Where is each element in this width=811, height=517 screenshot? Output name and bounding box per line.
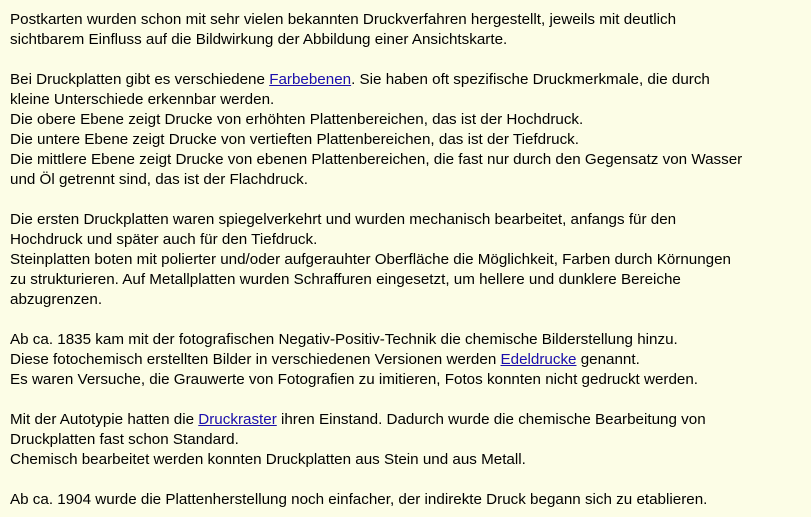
text-fragment: Bei Druckplatten gibt es verschiedene [10, 71, 270, 88]
text-fragment: ihren Einstand. Dadurch wurde die chemische Bearbeitung von [276, 411, 706, 428]
text-line: sichtbarem Einfluss auf die Bildwirkung der Abbildung einer Ansichtskarte. [10, 31, 508, 48]
paragraph-fotografie [10, 330, 801, 390]
link-druckraster[interactable]: Druckraster [198, 411, 277, 428]
text-line: und Öl getrennt sind, das ist der Flachdruck. [10, 171, 308, 188]
text-fragment: . Sie haben oft spezifische Druckmerkmale, die durch [351, 71, 710, 88]
text-line [10, 350, 801, 370]
text-line: Die obere Ebene zeigt Drucke von erhöhten Plattenbereichen, das ist der Hochdruck. [10, 111, 584, 128]
paragraph-autotypie [10, 410, 801, 470]
text-line: zu strukturieren. Auf Metallplatten wurden Schraffuren eingesetzt, um hellere und dunklere Bereiche [10, 271, 681, 288]
text-line: Die ersten Druckplatten waren spiegelverkehrt und wurden mechanisch bearbeitet, anfangs für den [10, 211, 677, 228]
text-line: Es waren Versuche, die Grauwerte von Fotografien zu imitieren, Fotos konnten nicht gedruckt werden. [10, 371, 699, 388]
text-line: Chemisch bearbeitet werden konnten Druckplatten aus Stein und aus Metall. [10, 451, 526, 468]
text-line: Ab ca. 1904 wurde die Plattenherstellung noch einfacher, der indirekte Druck begann sich zu etablieren. [10, 491, 708, 508]
text-line: abzugrenzen. [10, 291, 103, 308]
link-edeldrucke[interactable]: Edeldrucke [500, 351, 577, 368]
paragraph-farbebenen [10, 70, 801, 190]
link-farbebenen[interactable]: Farbebenen [269, 71, 352, 88]
text-line: kleine Unterschiede erkennbar werden. [10, 91, 275, 108]
text-line: Die untere Ebene zeigt Drucke von vertieften Plattenbereichen, das ist der Tiefdruck. [10, 131, 579, 148]
text-line: Hochdruck und später auch für den Tiefdruck. [10, 231, 318, 248]
text-line [10, 70, 801, 90]
text-line: Ab ca. 1835 kam mit der fotografischen Negativ-Positiv-Technik die chemische Bilderstellung hinzu. [10, 331, 678, 348]
paragraph-indirekter-druck [10, 490, 801, 510]
paragraph-druckplatten [10, 210, 801, 310]
paragraph-intro [10, 10, 801, 50]
text-line: Druckplatten fast schon Standard. [10, 431, 239, 448]
text-line: Die mittlere Ebene zeigt Drucke von ebenen Plattenbereichen, die fast nur durch den Gegensatz von Wasser [10, 151, 743, 168]
text-line [10, 410, 801, 430]
text-fragment: genannt. [576, 351, 640, 368]
text-line: Postkarten wurden schon mit sehr vielen bekannten Druckverfahren hergestellt, jeweils mit deutlich [10, 11, 677, 28]
text-fragment: Diese fotochemisch erstellten Bilder in verschiedenen Versionen werden [10, 351, 501, 368]
text-fragment: Mit der Autotypie hatten die [10, 411, 199, 428]
text-line: Steinplatten boten mit polierter und/oder aufgerauhter Oberfläche die Möglichkeit, Farben durch Körnungen [10, 251, 732, 268]
